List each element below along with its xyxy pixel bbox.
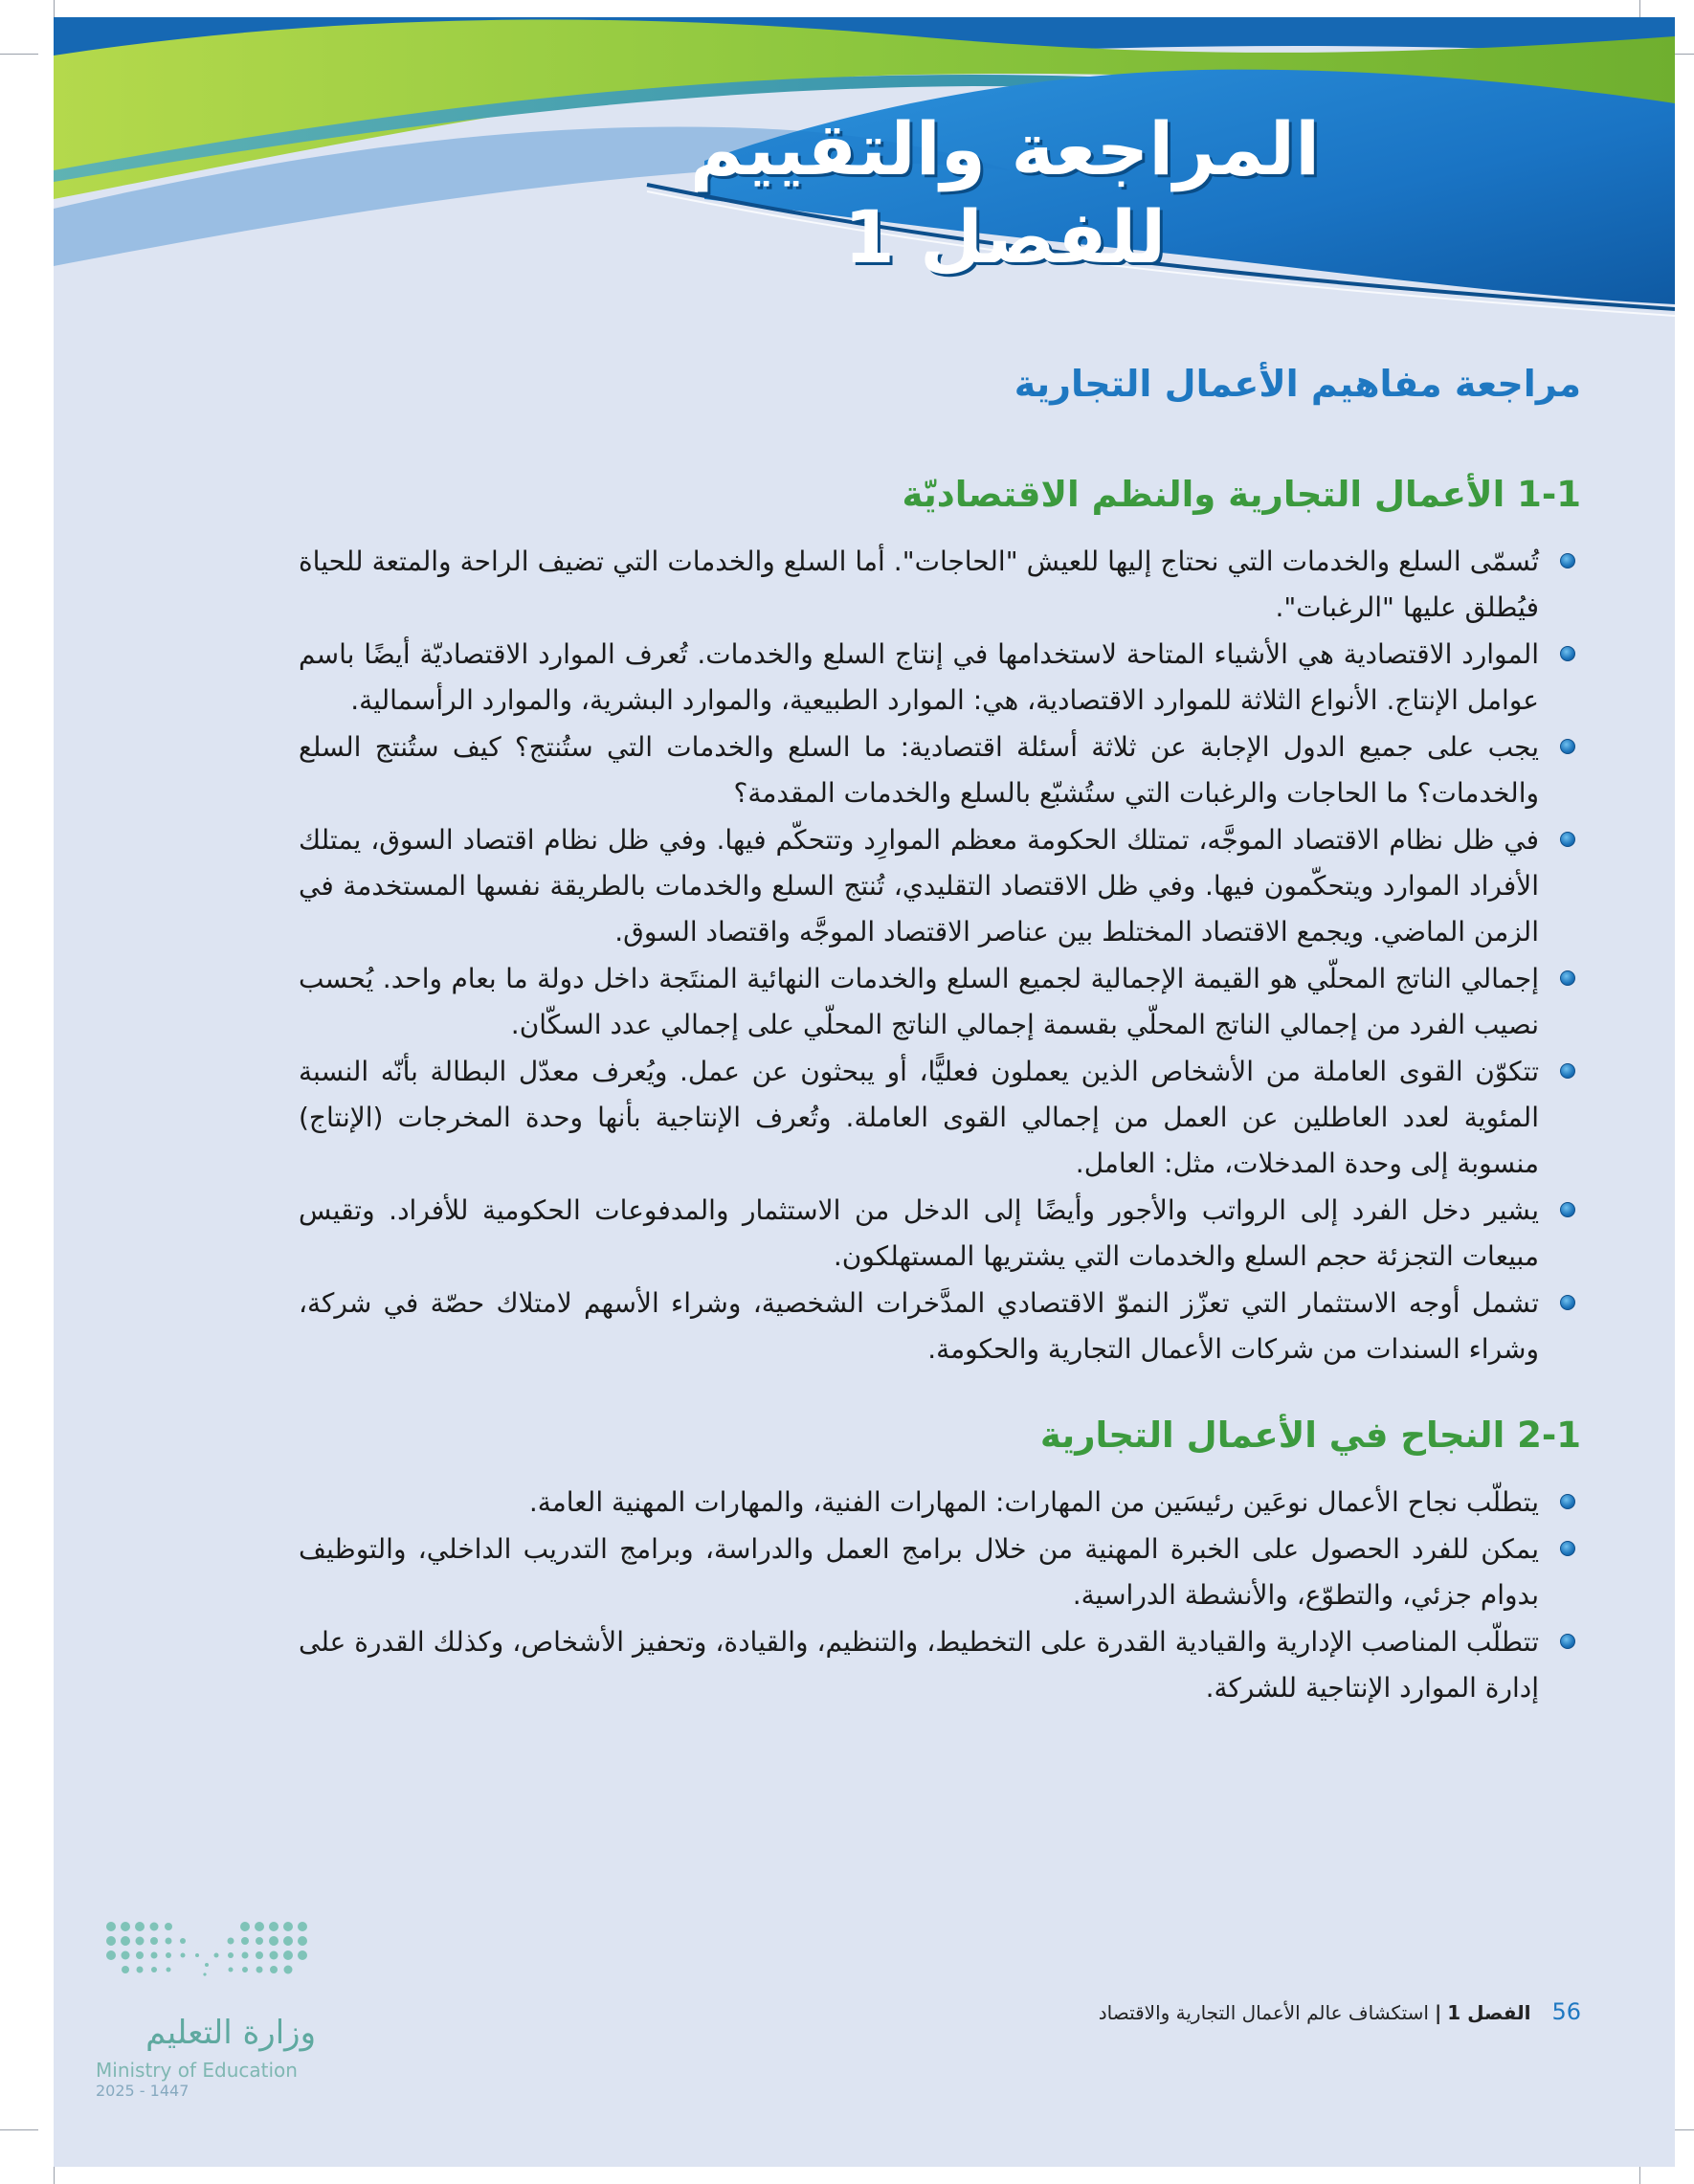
bullet-item: تتكوّن القوى العاملة من الأشخاص الذين يعملون فعليًّا، أو يبحثون عن عمل. ويُعرف معدّل البطالة بأنّه النسبة المئوية لعدد العاطلين عن العمل من إجمالي القوى العاملة. وتُعرف الإنتاجية بأنها وحدة المخرجات (الإنتاج) منسوبة إلى وحدة المدخلات، مثل: العامل. bbox=[299, 1049, 1581, 1187]
bullet-dot-icon bbox=[1560, 970, 1575, 986]
bullet-dot-icon bbox=[1560, 1202, 1575, 1217]
page-title bbox=[574, 105, 1436, 281]
bullet-item: يمكن للفرد الحصول على الخبرة المهنية من خلال برامج العمل والدراسة، وبرامج التدريب الداخلي، والتوظيف بدوام جزئي، والتطوّع، والأنشطة الدراسية. bbox=[299, 1527, 1581, 1618]
crop-mark bbox=[0, 54, 38, 55]
ministry-name-ar: وزارة التعليم bbox=[145, 2014, 316, 2052]
bullet-list-1-1 bbox=[299, 539, 1581, 1372]
bullet-item: تُسمّى السلع والخدمات التي نحتاج إليها للعيش "الحاجات". أما السلع والخدمات التي تضيف الراحة والمتعة للحياة فيُطلق عليها "الرغبات". bbox=[299, 539, 1581, 631]
crop-mark bbox=[0, 2129, 38, 2130]
bullet-item: تشمل أوجه الاستثمار التي تعزّز النموّ الاقتصادي المدَّخرات الشخصية، وشراء الأسهم لامتلاك حصّة في شركة، وشراء السندات من شركات الأعمال التجارية والحكومة. bbox=[299, 1281, 1581, 1372]
bullet-item: الموارد الاقتصادية هي الأشياء المتاحة لاستخدامها في إنتاج السلع والخدمات. تُعرف الموارد الاقتصاديّة أيضًا باسم عوامل الإنتاج. الأنواع الثلاثة للموارد الاقتصادية، هي: الموارد الطبيعية، والموارد البشرية، والموارد الرأسمالية. bbox=[299, 632, 1581, 724]
bullet-dot-icon bbox=[1560, 832, 1575, 847]
bullet-dot-icon bbox=[1560, 1634, 1575, 1649]
bullet-list-2-1 bbox=[299, 1480, 1581, 1711]
ministry-year: 2025 - 1447 bbox=[96, 2082, 189, 2100]
footer-separator: | bbox=[1434, 2001, 1442, 2024]
bullet-item: يجب على جميع الدول الإجابة عن ثلاثة أسئلة اقتصادية: ما السلع والخدمات التي ستُنتج؟ كيف ستُنتج السلع والخدمات؟ ما الحاجات والرغبات التي ستُشبّع بالسلع والخدمات المقدمة؟ bbox=[299, 724, 1581, 816]
bullet-dot-icon bbox=[1560, 1063, 1575, 1079]
page-title-line1: المراجعة والتقييم bbox=[689, 106, 1321, 191]
bullet-item: في ظل نظام الاقتصاد الموجَّه، تمتلك الحكومة معظم الموارِد وتتحكّم فيها. وفي ظل نظام اقتصاد السوق، يمتلك الأفراد الموارد ويتحكّمون فيها. وفي ظل الاقتصاد التقليدي، تُنتج السلع والخدمات بالطريقة نفسها المستخدمة في الزمن الماضي. ويجمع الاقتصاد المختلط بين عناصر الاقتصاد الموجَّه واقتصاد السوق. bbox=[299, 817, 1581, 955]
footer-chapter: الفصل 1 bbox=[1447, 2001, 1531, 2024]
bullet-item: إجمالي الناتج المحلّي هو القيمة الإجمالية لجميع السلع والخدمات النهائية المنتَجة داخل دولة ما بعام واحد. يُحسب نصيب الفرد من إجمالي الناتج المحلّي بقسمة إجمالي الناتج المحلّي على إجمالي عدد السكّان. bbox=[299, 956, 1581, 1048]
bullet-dot-icon bbox=[1560, 553, 1575, 568]
bullet-dot-icon bbox=[1560, 1295, 1575, 1310]
page bbox=[54, 17, 1675, 2167]
bullet-dot-icon bbox=[1560, 646, 1575, 661]
section-heading-2-1: 2-1 النجاح في الأعمال التجارية bbox=[1039, 1415, 1581, 1456]
section-heading-1-1: 1-1 الأعمال التجارية والنظم الاقتصاديّة bbox=[902, 474, 1581, 515]
bullet-item: تتطلّب المناصب الإدارية والقيادية القدرة على التخطيط، والتنظيم، والقيادة، وتحفيز الأشخاص، وكذلك القدرة على إدارة الموارد الإنتاجية للشركة. bbox=[299, 1619, 1581, 1711]
page-footer bbox=[624, 1998, 1581, 2025]
ministry-name-en: Ministry of Education bbox=[96, 2059, 298, 2082]
footer-chapter-title: استكشاف عالم الأعمال التجارية والاقتصاد bbox=[1098, 2001, 1429, 2024]
bullet-item: يتطلّب نجاح الأعمال نوعَين رئيسَين من المهارات: المهارات الفنية، والمهارات المهنية العامة. bbox=[299, 1480, 1581, 1526]
bullet-item: يشير دخل الفرد إلى الرواتب والأجور وأيضًا إلى الدخل من الاستثمار والمدفوعات الحكومية للأفراد. وتقيس مبيعات التجزئة حجم السلع والخدمات التي يشتريها المستهلكون. bbox=[299, 1188, 1581, 1280]
bullet-dot-icon bbox=[1560, 739, 1575, 754]
bullet-dot-icon bbox=[1560, 1541, 1575, 1556]
bullet-dot-icon bbox=[1560, 1494, 1575, 1509]
main-heading: مراجعة مفاهيم الأعمال التجارية bbox=[1014, 363, 1581, 405]
page-title-line2: للفصل 1 bbox=[843, 194, 1167, 279]
page-number: 56 bbox=[1551, 1998, 1581, 2025]
content bbox=[299, 357, 1581, 1712]
